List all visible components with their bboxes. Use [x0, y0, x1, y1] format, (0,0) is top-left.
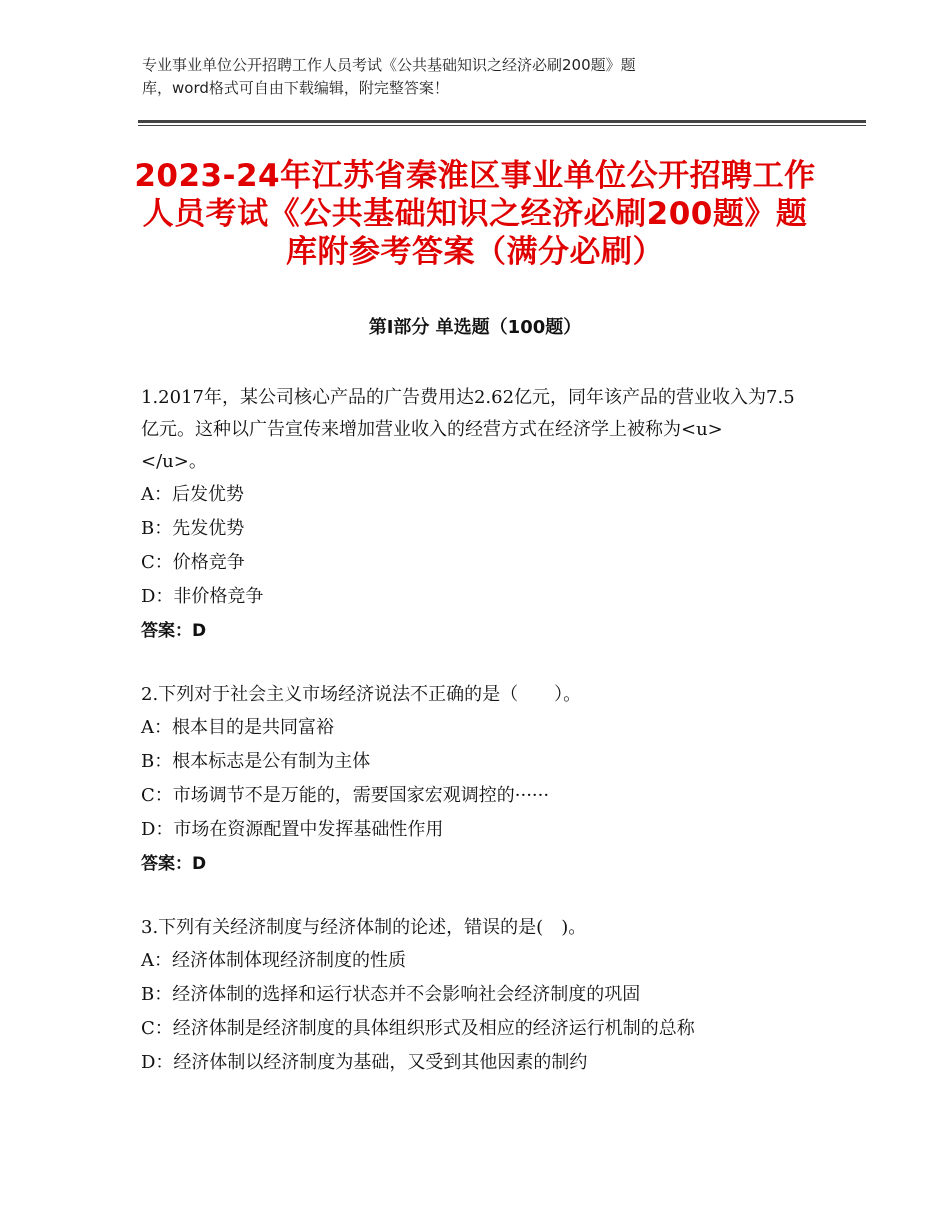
option-c: C：价格竞争 — [141, 552, 245, 573]
header-rule-thin — [138, 125, 866, 126]
option-c: C：经济体制是经济制度的具体组织形式及相应的经济运行机制的总称 — [141, 1018, 695, 1039]
question-stem: 2.下列对于社会主义市场经济说法不正确的是（ ）。 — [141, 684, 582, 705]
question-1 — [141, 382, 809, 648]
option-d: D：市场在资源配置中发挥基础性作用 — [141, 819, 444, 840]
option-d: D：经济体制以经济制度为基础，又受到其他因素的制约 — [141, 1052, 588, 1073]
option-a: A：根本目的是共同富裕 — [141, 717, 334, 738]
document-title: 2023-24年江苏省秦淮区事业单位公开招聘工作人员考试《公共基础知识之经济必刷200题》题库附参考答案（满分必刷） — [134, 158, 816, 270]
option-c: C：市场调节不是万能的，需要国家宏观调控的······ — [141, 785, 550, 806]
option-b: B：先发优势 — [141, 518, 245, 539]
option-a: A：后发优势 — [141, 484, 244, 505]
question-3 — [141, 912, 809, 1080]
option-a: A：经济体制体现经济制度的性质 — [141, 950, 406, 971]
section-title: 第Ⅰ部分 单选题（100题） — [368, 317, 582, 338]
header-rule-thick — [138, 120, 866, 123]
option-d: D：非价格竞争 — [141, 586, 264, 607]
question-stem: 3.下列有关经济制度与经济体制的论述，错误的是( )。 — [141, 917, 587, 938]
header-note: 专业事业单位公开招聘工作人员考试《公共基础知识之经济必刷200题》题 库，word格式可自由下载编辑，附完整答案！ — [142, 56, 636, 97]
question-list — [141, 382, 809, 1111]
option-b: B：根本标志是公有制为主体 — [141, 751, 371, 772]
option-b: B：经济体制的选择和运行状态并不会影响社会经济制度的巩固 — [141, 984, 641, 1005]
answer: 答案：D — [141, 854, 207, 874]
question-2 — [141, 679, 809, 881]
answer: 答案：D — [141, 621, 207, 641]
question-stem: 1.2017年，某公司核心产品的广告费用达2.62亿元，同年该产品的营业收入为7.5亿元。这种以广告宣传来增加营业收入的经营方式在经济学上被称为<u> </u>。 — [141, 387, 795, 472]
